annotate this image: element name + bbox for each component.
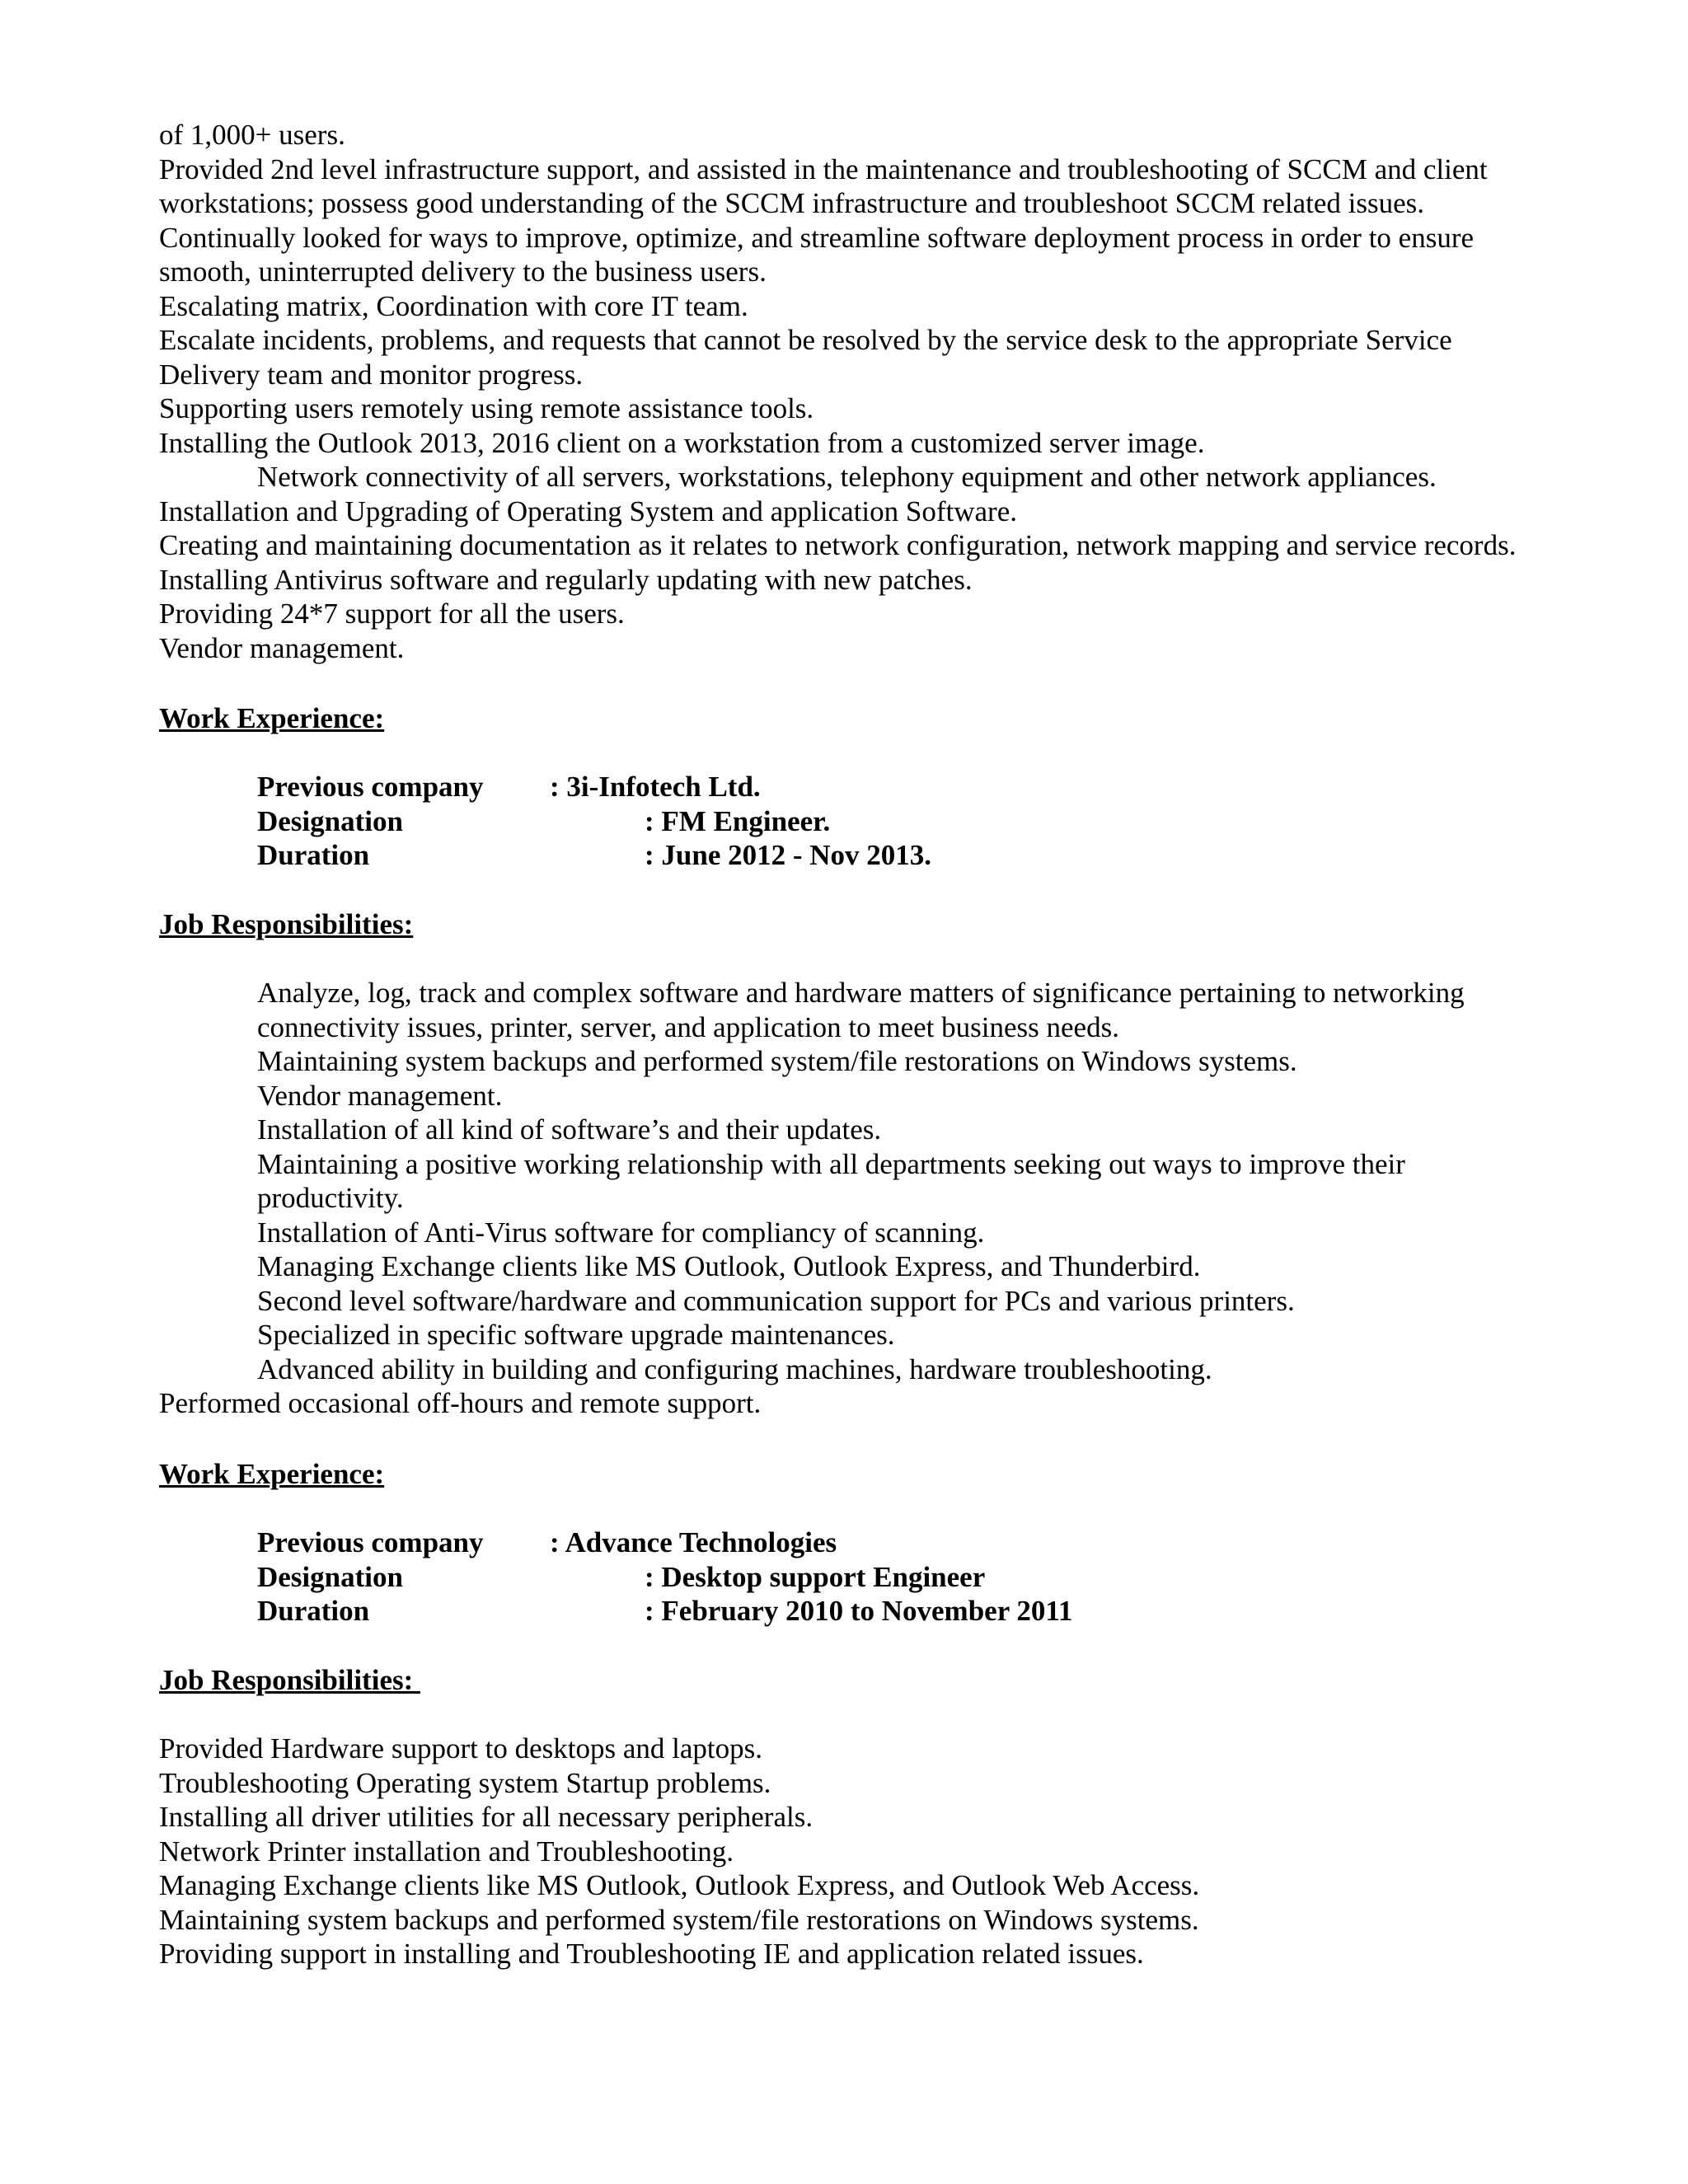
designation-value: : FM Engineer. — [645, 804, 831, 837]
designation-label: Designation — [257, 1560, 403, 1593]
text-line: Maintaining a positive working relationship with all departments seeking out ways to improve their — [257, 1147, 1405, 1180]
text-line: Specialized in specific software upgrade maintenances. — [257, 1319, 895, 1351]
duration-value: : February 2010 to November 2011 — [645, 1595, 1073, 1627]
text-line: Continually looked for ways to improve, optimize, and streamline software deployment process in order to ensure — [159, 221, 1475, 254]
text-line: of 1,000+ users. — [159, 119, 345, 151]
job-responsibilities-heading-1-wrap — [159, 907, 1577, 942]
text-line: Providing 24*7 support for all the users. — [159, 598, 625, 630]
text-line: Installation and Upgrading of Operating System and application Software. — [159, 494, 1017, 527]
text-line: Installing the Outlook 2013, 2016 client on a workstation from a customized server image. — [159, 426, 1205, 459]
company-label: Previous company — [257, 771, 484, 803]
job-responsibilities-list-2 — [159, 1732, 1577, 1971]
text-line: smooth, uninterrupted delivery to the business users. — [159, 255, 767, 288]
section-heading: Job Responsibilities: — [159, 908, 414, 940]
text-line: Installation of Anti-Virus software for compliancy of scanning. — [257, 1216, 985, 1249]
job-responsibilities-heading-2-wrap — [159, 1663, 1577, 1698]
section-heading: Work Experience: — [159, 702, 385, 734]
designation-row — [159, 1560, 1577, 1595]
company-row — [159, 770, 1577, 804]
duration-row — [159, 1594, 1577, 1629]
company-value: : 3i-Infotech Ltd. — [550, 771, 761, 803]
duration-value: : June 2012 - Nov 2013. — [645, 839, 932, 871]
text-line: Advanced ability in building and configuring machines, hardware troubleshooting. — [257, 1352, 1212, 1385]
company-label: Previous company — [257, 1526, 484, 1558]
intro-responsibilities — [159, 118, 1577, 665]
text-line: Vendor management. — [257, 1079, 503, 1112]
work-experience-section-1 — [159, 701, 1577, 736]
text-line: Delivery team and monitor progress. — [159, 358, 584, 391]
duration-label: Duration — [257, 1595, 370, 1627]
text-line: Installing all driver utilities for all necessary peripherals. — [159, 1801, 814, 1833]
text-line: Vendor management. — [159, 631, 405, 664]
text-line: Maintaining system backups and performed system/file restorations on Windows systems. — [159, 1903, 1199, 1936]
text-line: Installing Antivirus software and regularly updating with new patches. — [159, 563, 973, 596]
duration-row — [159, 838, 1577, 873]
company-row — [159, 1526, 1577, 1560]
section-heading: Job Responsibilities: — [159, 1664, 420, 1696]
text-line: productivity. — [257, 1182, 404, 1214]
text-line: Supporting users remotely using remote assistance tools. — [159, 392, 814, 424]
designation-row — [159, 804, 1577, 839]
text-line: Network connectivity of all servers, workstations, telephony equipment and other network appliances. — [257, 461, 1437, 493]
text-line: Escalate incidents, problems, and requests that cannot be resolved by the service desk to the appropriate Service — [159, 324, 1452, 356]
text-line: Maintaining system backups and performed system/file restorations on Windows systems. — [257, 1045, 1297, 1077]
text-line: Escalating matrix, Coordination with core IT team. — [159, 289, 748, 322]
text-line: Performed occasional off-hours and remote support. — [159, 1387, 762, 1419]
text-line: Installation of all kind of software’s and their updates. — [257, 1113, 882, 1146]
text-line: Analyze, log, track and complex software and hardware matters of significance pertaining to networking — [257, 977, 1465, 1009]
text-line: Troubleshooting Operating system Startup problems. — [159, 1766, 771, 1799]
job-responsibilities-list-1 — [159, 976, 1577, 1421]
designation-label: Designation — [257, 804, 403, 837]
designation-value: : Desktop support Engineer — [645, 1560, 986, 1593]
work-experience-section-2 — [159, 1457, 1577, 1492]
duration-label: Duration — [257, 839, 370, 871]
section-heading: Work Experience: — [159, 1458, 385, 1490]
text-line: Managing Exchange clients like MS Outlook, Outlook Express, and Outlook Web Access. — [159, 1869, 1200, 1901]
text-line: workstations; possess good understanding of the SCCM infrastructure and troubleshoot SCCM related issues. — [159, 187, 1424, 219]
text-line: Network Printer installation and Troubleshooting. — [159, 1835, 734, 1868]
text-line: Providing support in installing and Troubleshooting IE and application related issues. — [159, 1938, 1144, 1970]
company-value: : Advance Technologies — [550, 1526, 837, 1558]
text-line: Creating and maintaining documentation as it relates to network configuration, network mapping and service records. — [159, 529, 1517, 561]
experience-details-2 — [159, 1526, 1577, 1629]
text-line: Provided Hardware support to desktops and laptops. — [159, 1732, 762, 1765]
text-line: Second level software/hardware and communication support for PCs and various printers. — [257, 1284, 1295, 1317]
experience-details-1 — [159, 770, 1577, 873]
text-line: Managing Exchange clients like MS Outlook, Outlook Express, and Thunderbird. — [257, 1250, 1201, 1282]
text-line: Provided 2nd level infrastructure support, and assisted in the maintenance and troubleshooting of SCCM and client — [159, 152, 1488, 185]
text-line: connectivity issues, printer, server, and application to meet business needs. — [257, 1010, 1119, 1043]
